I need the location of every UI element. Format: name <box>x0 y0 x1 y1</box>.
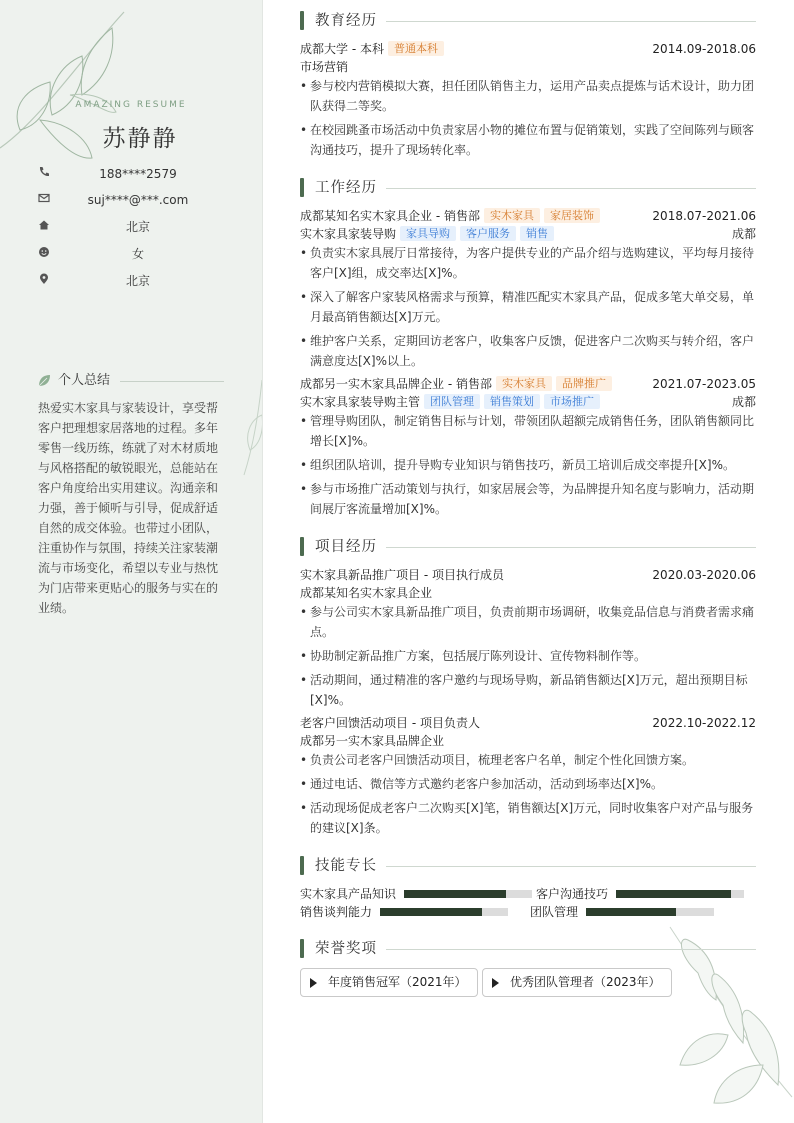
summary-divider <box>120 381 224 382</box>
company-name: 成都某知名实木家具企业 - 销售部 <box>300 209 480 223</box>
section-accent-bar <box>300 178 304 197</box>
project-bullet: • 活动期间，通过精准的客户邀约与现场导购，新品销售额达[X]万元，超出预期目标[X]%。 <box>300 673 748 707</box>
skill-bar <box>404 890 532 898</box>
section-accent-bar <box>300 11 304 30</box>
project-bullet: • 通过电话、微信等方式邀约老客户参加活动，活动到场率达[X]%。 <box>300 777 663 791</box>
projects-title: 项目经历 <box>315 539 377 555</box>
project-name: 老客户回馈活动项目 - 项目负责人 <box>300 716 480 730</box>
work-title: 工作经历 <box>315 180 377 196</box>
school-name: 成都大学 - 本科 <box>300 42 384 56</box>
industry-tag: 实木家具 <box>496 376 552 391</box>
section-accent-bar <box>300 856 304 875</box>
phone-icon <box>38 166 50 178</box>
education-bullet: • 在校园跳蚤市场活动中负责家居小物的摊位布置与促销策划，实践了空间陈列与顾客沟通技巧，提升了现场转化率。 <box>300 123 755 157</box>
project-bullet: • 活动现场促成老客户二次购买[X]笔，销售额达[X]万元，同时收集客户对产品与服务的建议[X]条。 <box>300 801 754 835</box>
triangle-right-icon <box>492 978 499 988</box>
skill-bar-fill <box>616 890 731 898</box>
major-name: 市场营销 <box>300 60 349 74</box>
contact-gender <box>38 244 238 264</box>
education-major <box>300 58 756 76</box>
work-heading <box>300 177 756 199</box>
sidebar <box>0 0 263 1123</box>
summary-text: 热爱实木家具与家装设计，享受帮客户把理想家居落地的过程。多年零售一线历练，练就了对木材质地与风格搭配的敏锐眼光，总能站在客户角度给出实用建议。沟通亲和力强，善于倾听与引导，促成舒适自然的成交体验。也带过小团队，注重协作与氛围，持续关注家装潮流与市场变化，希望以专业与热忱为门店带来更贴心的服务与实在的业绩。 <box>38 401 219 615</box>
project-bullet: • 协助制定新品推广方案，包括展厅陈列设计、宣传物料制作等。 <box>300 649 647 663</box>
skill-bar <box>616 890 744 898</box>
skill-label: 销售谈判能力 <box>300 905 373 919</box>
job-role: 实木家具家装导购主管 <box>300 395 421 409</box>
education-title: 教育经历 <box>315 13 377 29</box>
job-city: 成都 <box>731 395 756 409</box>
phone-value: 188****2579 <box>99 167 177 181</box>
summary-heading <box>38 371 224 391</box>
degree-tag: 普通本科 <box>388 41 444 56</box>
job-bullet: • 维护客户关系，定期回访老客户，收集客户反馈，促进客户二次购买与转介绍，客户满意度达[X]%以上。 <box>300 334 755 368</box>
contact-residence <box>38 217 238 237</box>
section-divider <box>386 21 756 22</box>
contact-location <box>38 271 238 291</box>
leaf-icon <box>38 374 51 387</box>
job-bullet: • 管理导购团队，制定销售目标与计划，带领团队超额完成销售任务，团队销售额同比增长[X]%。 <box>300 414 755 448</box>
project-org: 成都另一实木家具品牌企业 <box>300 734 445 748</box>
skill-bar-fill <box>586 908 676 916</box>
skill-tag: 销售策划 <box>484 394 540 409</box>
candidate-name: 苏静静 <box>102 126 178 152</box>
skill-bar-fill <box>380 908 482 916</box>
project-date: 2020.03-2020.06 <box>652 568 756 582</box>
project-bullet: • 参与公司实木家具新品推广项目，负责前期市场调研，收集竞品信息与消费者需求痛点。 <box>300 605 755 639</box>
projects-heading <box>300 536 756 558</box>
contact-phone <box>38 164 238 184</box>
award-item: 优秀团队管理者（2023年） <box>482 968 672 997</box>
section-divider <box>386 188 756 189</box>
project-name-row <box>300 566 756 584</box>
project-date: 2022.10-2022.12 <box>652 716 756 730</box>
education-bullet: • 参与校内营销模拟大赛，担任团队销售主力，运用产品卖点提炼与话术设计，助力团队获得二等奖。 <box>300 79 755 113</box>
location-pin-icon <box>38 273 50 285</box>
skills-heading <box>300 855 756 877</box>
skill-label: 实木家具产品知识 <box>300 887 397 901</box>
residence-value: 北京 <box>125 220 150 234</box>
skill-tag: 销售 <box>520 226 554 241</box>
skill-tag: 家具导购 <box>400 226 456 241</box>
awards-heading <box>300 938 756 960</box>
job-company-row <box>300 375 756 393</box>
industry-tag: 实木家具 <box>484 208 540 223</box>
section-divider <box>386 547 756 548</box>
skill-bar <box>380 908 508 916</box>
email-value: suj****@***.com <box>87 193 189 207</box>
face-icon <box>38 246 50 258</box>
skill-bar <box>586 908 714 916</box>
job-bullet: • 负责实木家具展厅日常接待，为客户提供专业的产品介绍与选购建议，平均每月接待客户[X]组，成交率达[X]%。 <box>300 246 755 280</box>
skill-tag: 团队管理 <box>424 394 480 409</box>
skill-label: 客户沟通技巧 <box>536 887 609 901</box>
project-name-row <box>300 714 756 732</box>
skill-bar-fill <box>404 890 506 898</box>
education-heading <box>300 10 756 32</box>
education-date: 2014.09-2018.06 <box>652 42 756 56</box>
job-company-row <box>300 207 756 225</box>
job-bullet: • 参与市场推广活动策划与执行，如家居展会等，为品牌提升知名度与影响力，活动期间展厅客流量增加[X]%。 <box>300 482 755 516</box>
award-item: 年度销售冠军（2021年） <box>300 968 478 997</box>
summary-title: 个人总结 <box>58 373 111 388</box>
job-role: 实木家具家装导购 <box>300 227 397 241</box>
skill-label: 团队管理 <box>530 905 579 919</box>
job-bullet: • 深入了解客户家装风格需求与预算，精准匹配实木家具产品，促成多笔大单交易，单月最高销售额达[X]万元。 <box>300 290 755 324</box>
section-divider <box>386 866 756 867</box>
resume-tagline: AMAZING RESUME <box>75 100 187 110</box>
location-value: 北京 <box>125 274 150 288</box>
gender-value: 女 <box>131 247 144 261</box>
triangle-right-icon <box>310 978 317 988</box>
section-accent-bar <box>300 939 304 958</box>
job-date: 2021.07-2023.05 <box>652 377 756 391</box>
email-icon <box>38 192 50 204</box>
project-bullet: • 负责公司老客户回馈活动项目，梳理老客户名单，制定个性化回馈方案。 <box>300 753 695 767</box>
job-bullet: • 组织团队培训，提升导购专业知识与销售技巧，新员工培训后成交率提升[X]%。 <box>300 458 735 472</box>
contact-email <box>38 190 238 210</box>
project-org: 成都某知名实木家具企业 <box>300 586 433 600</box>
awards-title: 荣誉奖项 <box>315 941 377 957</box>
skill-tag: 市场推广 <box>544 394 600 409</box>
skills-title: 技能专长 <box>315 858 377 874</box>
job-date: 2018.07-2021.06 <box>652 209 756 223</box>
leaf-sprig-decoration <box>240 370 262 480</box>
skill-tag: 客户服务 <box>460 226 516 241</box>
section-divider <box>386 949 756 950</box>
industry-tag: 家居装饰 <box>544 208 600 223</box>
home-icon <box>38 219 50 231</box>
project-name: 实木家具新品推广项目 - 项目执行成员 <box>300 568 504 582</box>
job-city: 成都 <box>731 227 756 241</box>
job-role-row <box>300 393 756 411</box>
industry-tag: 品牌推广 <box>556 376 612 391</box>
job-role-row <box>300 225 756 243</box>
section-accent-bar <box>300 537 304 556</box>
education-school-row <box>300 40 756 58</box>
company-name: 成都另一实木家具品牌企业 - 销售部 <box>300 377 492 391</box>
